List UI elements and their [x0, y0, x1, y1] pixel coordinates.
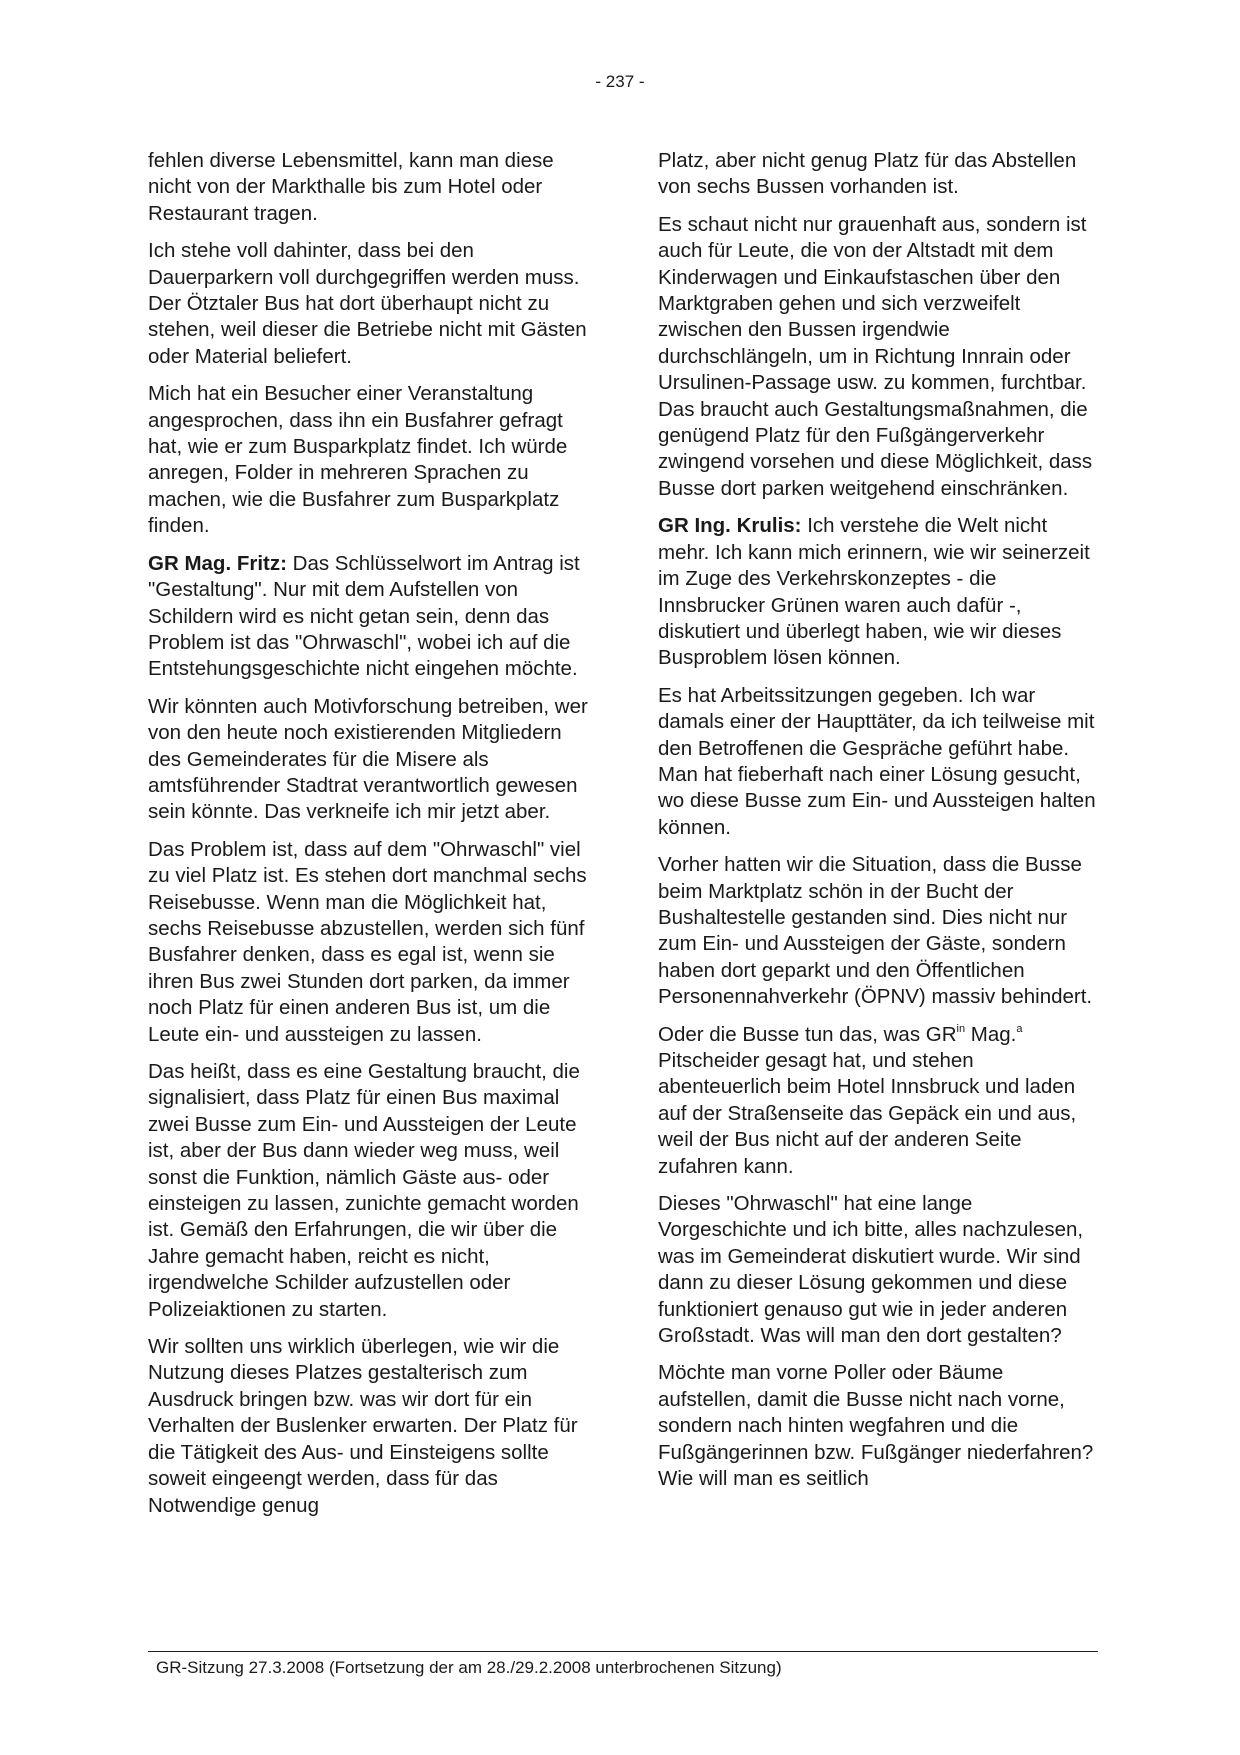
paragraph: Vorher hatten wir die Situation, dass die Busse beim Marktplatz schön in der Bucht der Bushaltestelle gestanden sind. Dies nicht nur zum Ein- und Aussteigen der Gäste, sondern haben dort geparkt und den Öffentlichen Personennahverkehr (ÖPNV) massiv behindert. [658, 853, 1093, 1009]
speech-text: Ich verstehe die Welt nicht mehr. Ich kann mich erinnern, wie wir seinerzeit im Zuge des Verkehrskonzeptes - die Innsbrucker Grünen waren auch dafür -, diskutiert und überlegt haben, wie wir dieses Busproblem lösen können. [658, 514, 1090, 670]
superscript: a [1016, 1022, 1023, 1035]
speaker-name: GR Ing. Krulis: [658, 514, 802, 538]
speech-paragraph [658, 513, 1098, 671]
page-footer: GR-Sitzung 27.3.2008 (Fortsetzung der am 28./29.2.2008 unterbrochenen Sitzung) [156, 1658, 782, 1677]
paragraph: Mich hat ein Besucher einer Veranstaltung angesprochen, dass ihn ein Busfahrer gefragt hat, wie er zum Busparkplatz findet. Ich würde anregen, Folder in mehreren Sprachen zu machen, wie die Busfahrer zum Busparkplatz finden. [148, 382, 568, 538]
paragraph: Dieses "Ohrwaschl" hat eine lange Vorgeschichte und ich bitte, alles nachzulesen, was im Gemeinderat diskutiert wurde. Wir sind dann zu dieser Lösung gekommen und diese funktioniert genauso gut wie in jeder anderen Großstadt. Was will man den dort gestalten? [658, 1192, 1084, 1348]
paragraph: Wir könnten auch Motivforschung betreiben, wer von den heute noch existierenden Mitgliedern des Gemeinderates für die Misere als amtsführender Stadtrat verantwortlich gewesen sein könnte. Das verkneife ich mir jetzt aber. [148, 694, 588, 824]
paragraph: Das Problem ist, dass auf dem "Ohrwaschl" viel zu viel Platz ist. Es stehen dort manchmal sechs Reisebusse. Wenn man die Möglichkeit hat, sechs Reisebusse abzustellen, werden sich fünf Busfahrer denken, dass es egal ist, wenn sie ihren Bus zwei Stunden dort parken, da immer noch Platz für einen anderen Bus ist, um die Leute ein- und aussteigen zu lassen. [148, 837, 587, 1046]
paragraph: Das heißt, dass es eine Gestaltung braucht, die signalisiert, dass Platz für einen Bus maximal zwei Busse zum Ein- und Aussteigen der Leute ist, aber der Bus dann wieder weg muss, weil sonst die Funktion, nämlich Gäste aus- oder einsteigen zu lassen, zunichte gemacht worden ist. Gemäß den Erfahrungen, die wir über die Jahre gemacht haben, reicht es nicht, irgendwelche Schilder aufzustellen oder Polizeiaktionen zu starten. [148, 1060, 580, 1321]
page-number: - 237 - [595, 72, 645, 91]
speech-paragraph [148, 551, 588, 683]
left-column [148, 148, 588, 1530]
superscript: in [956, 1022, 966, 1035]
paragraph: Möchte man vorne Poller oder Bäume aufstellen, damit die Busse nicht nach vorne, sondern nach hinten wegfahren und die Fußgängerinnen bzw. Fußgänger niederfahren? Wie will man es seitlich [658, 1361, 1094, 1491]
paragraph-with-superscripts: Oder die Busse tun das, was $GR^{in}$ Mag.$^a$ Pitscheider gesagt hat, und stehen abenteuerlich beim Hotel Innsbruck und laden auf der Straßenseite das Gepäck ein und aus, weil der Bus nicht auf der anderen Seite zufahren kann. [658, 1022, 1077, 1178]
paragraph: Es schaut nicht nur grauenhaft aus, sondern ist auch für Leute, die von der Altstadt mit dem Kinderwagen und Einkaufstaschen über den Marktgraben gehen und sich verzweifelt zwischen den Bussen irgendwie durchschlängeln, um in Richtung Innrain oder Ursulinen-Passage usw. zu kommen, furchtbar. Das braucht auch Gestaltungsmaßnahmen, die genügend Platz für den Fußgängerverkehr zwingend vorsehen und diese Möglichkeit, dass Busse dort parken weitgehend einschränken. [658, 212, 1093, 500]
paragraph: Es hat Arbeitssitzungen gegeben. Ich war damals einer der Haupttäter, da ich teilweise mit den Betroffenen die Gespräche geführt habe. Man hat fieberhaft nach einer Lösung gesucht, wo diese Busse zum Ein- und Aussteigen halten können. [658, 683, 1096, 839]
right-column [658, 148, 1098, 1504]
paragraph: fehlen diverse Lebensmittel, kann man diese nicht von der Markthalle bis zum Hotel oder Restaurant tragen. [148, 149, 554, 225]
speaker-name: GR Mag. Fritz: [148, 551, 287, 575]
footer-divider [148, 1651, 1098, 1652]
paragraph: Wir sollten uns wirklich überlegen, wie wir die Nutzung dieses Platzes gestalterisch zum Ausdruck bringen bzw. was wir dort für ein Verhalten der Buslenker erwarten. Der Platz für die Tätigkeit des Aus- und Einsteigens sollte soweit eingeengt werden, dass für das Notwendige genug [148, 1335, 578, 1517]
speech-text: Das Schlüsselwort im Antrag ist "Gestaltung". Nur mit dem Aufstellen von Schildern wird es nicht getan sein, denn das Problem ist das "Ohrwaschl", wobei ich auf die Entstehungsgeschichte nicht eingehen möchte. [148, 551, 580, 681]
paragraph: Platz, aber nicht genug Platz für das Abstellen von sechs Bussen vorhanden ist. [658, 149, 1077, 199]
paragraph: Ich stehe voll dahinter, dass bei den Dauerparkern voll durchgegriffen werden muss. Der Ötztaler Bus hat dort überhaupt nicht zu stehen, weil dieser die Betriebe nicht mit Gästen oder Material beliefert. [148, 239, 587, 368]
